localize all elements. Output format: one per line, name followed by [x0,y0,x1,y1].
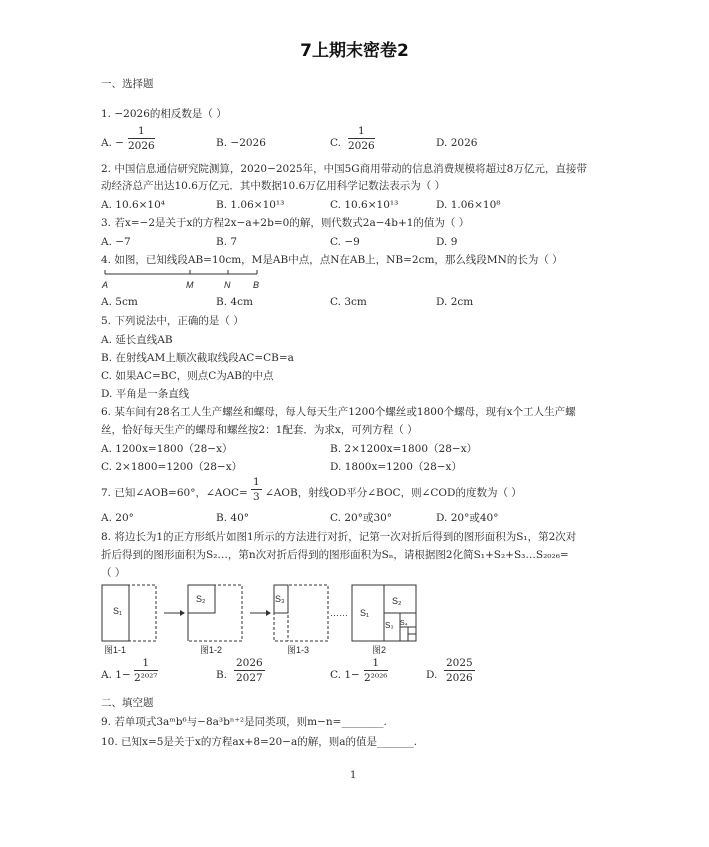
fig4-s3-label: S₃ [385,621,394,630]
q8-stem-line3: （ ） [101,567,126,579]
q9-stem: 9. 若单项式3aᵐb⁶与−8a³bⁿ⁺²是同类项，则m−n=________. [101,716,387,728]
q8-option-d-label: D. [426,669,438,681]
q3-option-d: D. 9 [436,236,458,248]
q8-option-b-label: B. [216,669,228,681]
q4-stem: 4. 如图，已知线段AB=10cm，M是AB中点，点N在AB上，NB=2cm，那么线段MN的长为（ ） [101,254,563,266]
q4-option-b: B. 4cm [216,296,253,308]
q3-option-c: C. −9 [330,236,360,248]
page-number: 1 [350,770,357,781]
q1-option-c-label: C. [330,137,341,149]
q2-option-d: D. 1.06×10⁸ [436,199,501,211]
fraction-numerator: 2026 [236,657,263,669]
point-a-label: A [102,280,109,290]
fraction-denominator: 2026 [348,140,375,152]
fraction-denominator: 2026 [128,140,155,152]
section-fill-heading: 二、填空题 [101,697,154,709]
fraction-denominator: 2026 [446,672,473,684]
fraction-numerator: 1 [134,656,158,671]
q5-option-a: A. 延长直线AB [101,334,173,346]
q2-stem-line2: 动经济总产出达10.6万亿元．其中数据10.6万亿用科学记数法表示为（ ） [101,180,446,192]
q8-folding-figures [100,583,420,645]
q2-stem-line1: 2. 中国信息通信研究院测算，2020−2025年，中国5G商用带动的信息消费规模将超过8万亿元，直接带 [101,163,587,175]
fig1-caption: 图1-1 [104,645,127,655]
fraction-numerator: 1 [348,124,375,139]
q4-segment-figure [100,268,270,292]
fraction-denominator: 2²⁰²⁶ [364,672,388,684]
fraction-numerator: 2025 [446,657,473,669]
q8-option-c-label: C. 1− [330,669,360,681]
q8-stem-line1: 8. 将边长为1的正方形纸片如图1所示的方法进行对折，记第一次对折后得到的图形面积为S₁，第2次对 [101,531,577,543]
fig1-s1-label: S₁ [113,606,123,616]
q1-stem: 1. −2026的相反数是（ ） [101,108,227,120]
q6-option-c: C. 2×1800=1200（28−x） [101,461,243,473]
q5-stem: 5. 下列说法中，正确的是（ ） [101,315,244,327]
q8-option-a-fraction [134,656,158,685]
fig4-s1-label: S₁ [360,608,370,618]
fig3-dots: …… [330,608,348,618]
q7-stem-pre: 7. 已知∠AOB=60°，∠AOC= [101,487,248,499]
q5-option-b: B. 在射线AM上顺次截取线段AC=CB=a [101,352,294,364]
q5-option-d: D. 平角是一条直线 [101,388,190,400]
q6-stem-line1: 6. 某车间有28名工人生产螺丝和螺母，每人每天生产1200个螺丝或1800个螺母，现有x个工人生产螺 [101,406,576,418]
q7-option-a: A. 20° [101,512,134,524]
fraction-numerator: 1 [128,124,155,139]
q8-option-c-fraction [364,656,388,685]
point-b-label: B [253,280,260,290]
q6-stem-line2: 丝，恰好每天生产的螺母和螺丝按2：1配套．为求x，可列方程（ ） [101,424,418,436]
fig4-s4-label: S₄ [400,620,408,627]
q3-option-a: A. −7 [101,236,131,248]
q6-option-a: A. 1200x=1800（28−x） [101,443,233,455]
q1-option-b: B. −2026 [216,137,266,149]
point-m-label: M [186,280,194,290]
q4-option-c: C. 3cm [330,296,367,308]
fig2-caption: 图1-2 [200,645,223,655]
fig2-s2-label: S₂ [196,594,206,604]
point-n-label: N [224,280,231,290]
q8-option-a-label: A. 1− [101,669,131,681]
q5-option-c: C. 如果AC=BC，则点C为AB的中点 [101,370,274,382]
fraction-numerator: 1 [253,476,260,488]
q1-option-c-fraction [348,124,375,153]
q7-option-b: B. 40° [216,512,250,524]
q3-option-b: B. 7 [216,236,238,248]
q7-option-d: D. 20°或40° [436,512,499,524]
fig3-caption: 图1-3 [287,645,310,655]
q2-option-c: C. 10.6×10¹³ [330,199,399,211]
q6-option-b: B. 2×1200x=1800（28−x） [330,443,478,455]
fig4-s2-label: S₂ [392,596,402,606]
q2-option-a: A. 10.6×10⁴ [101,199,166,211]
q3-stem: 3. 若x=−2是关于x的方程2x−a+2b=0的解，则代数式2a−4b+1的值为（ ） [101,217,470,229]
q1-option-d: D. 2026 [436,137,478,149]
q2-option-b: B. 1.06×10¹³ [216,199,285,211]
q7-option-c: C. 20°或30° [330,512,393,524]
q7-stem-post: ∠AOB，射线OD平分∠BOC，则∠COD的度数为（ ） [265,487,522,499]
q7-fraction [251,475,262,504]
fig3-s3-label: S₃ [275,594,285,604]
q1-option-a-label: A. − [101,137,125,149]
q10-stem: 10. 已知x=5是关于x的方程ax+8=20−a的解，则a的值是_______. [101,736,418,748]
page-title: 7上期末密卷2 [300,41,409,61]
fig4-caption: 图2 [372,645,387,655]
fraction-denominator: 3 [253,491,260,503]
q8-stem-line2: 折后得到的图形面积为S₂…，第n次对折后得到的图形面积为Sₙ，请根据图2化简S₁+S₂+S₃…S₂₀₂₆= [101,549,569,561]
q4-option-d: D. 2cm [436,296,474,308]
arrow-1-head [180,610,185,616]
q8-option-d-fraction [444,656,475,685]
fraction-denominator: 2²⁰²⁷ [134,672,158,684]
q1-option-a-fraction [128,124,155,153]
section-choice-heading: 一、选择题 [101,78,154,90]
arrow-2-head [266,610,271,616]
q8-option-b-fraction [234,656,265,685]
q4-option-a: A. 5cm [101,296,138,308]
fraction-denominator: 2027 [236,672,263,684]
q6-option-d: D. 1800x=1200（28−x） [330,461,462,473]
fraction-numerator: 1 [364,656,388,671]
